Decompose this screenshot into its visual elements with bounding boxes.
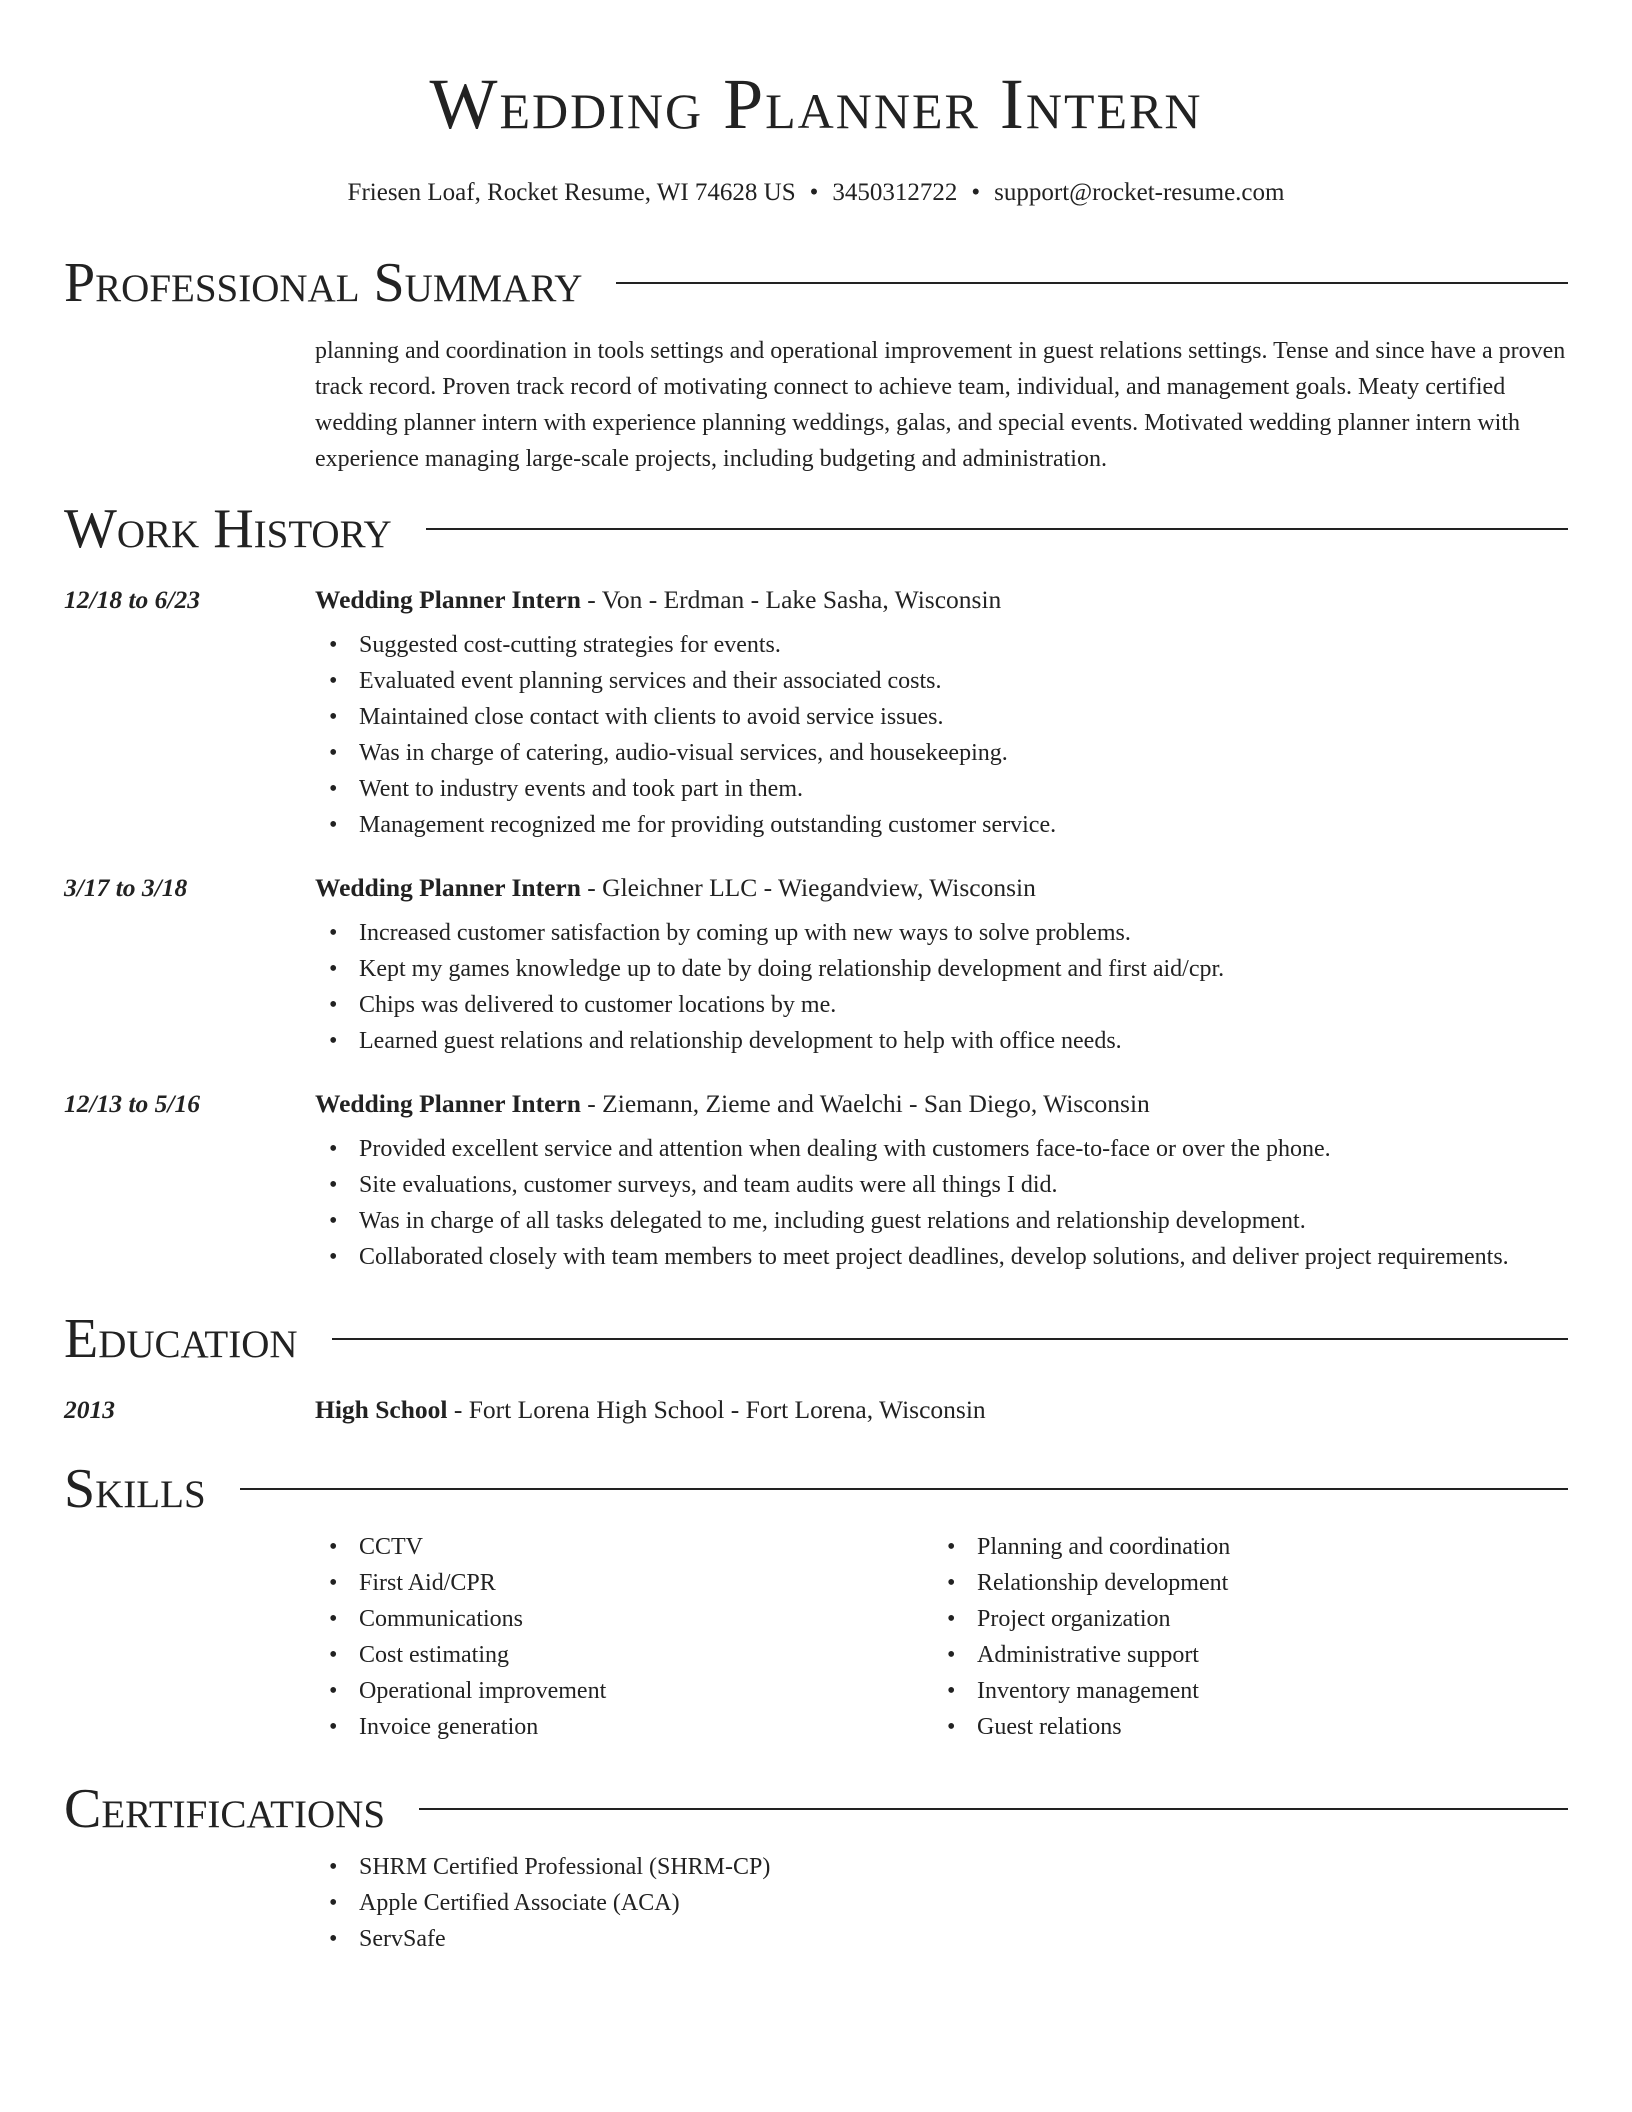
section-divider [616,282,1568,284]
summary-text: planning and coordination in tools settings and operational improvement in guest relations settings. Tense and since have a proven track record. Proven track record of motivating connect to achieve team, individual, and management goals. Meaty certified wedding planner intern with experience planning weddings, galas, and special events. Motivated wedding planner intern with experience managing large-scale projects, including budgeting and administration. [315,338,1566,472]
skills-column-right [977,1529,1551,1745]
job-header [64,1089,1568,1119]
list-item: • Increased customer satisfaction by coming up with new ways to solve problems. [359,915,1568,951]
section-divider [332,1338,1568,1340]
job-bullets [359,627,1568,843]
skills-section-header [64,1458,1568,1520]
list-item: • Learned guest relations and relationship development to help with office needs. [359,1023,1568,1059]
job-header [64,873,1568,903]
job-dates: 12/13 to 5/16 [64,1089,201,1118]
contact-phone: 3450312722 [832,179,958,206]
list-item: • Maintained close contact with clients to avoid service issues. [359,699,1568,735]
summary-title: Professional Summary [64,252,583,314]
skills-title: Skills [64,1458,206,1520]
skills-column-left [359,1529,933,1745]
list-item: • Went to industry events and took part in them. [359,771,1568,807]
job-employer: - Ziemann, Zieme and Waelchi - San Diego, Wisconsin [580,1089,1150,1118]
education-section-header [64,1308,1568,1370]
section-divider [240,1488,1568,1490]
job-employer: - Von - Erdman - Lake Sasha, Wisconsin [580,585,1002,614]
list-item: • CCTV [359,1529,933,1565]
list-item: • Chips was delivered to customer locations by me. [359,987,1568,1023]
summary-section-header [64,252,1568,314]
list-item: • Collaborated closely with team members to meet project deadlines, develop solutions, and deliver project requirements. [359,1239,1568,1275]
job-entry [64,1089,1568,1275]
job-dates: 12/18 to 6/23 [64,585,201,614]
education-school: - Fort Lorena High School - Fort Lorena, Wisconsin [447,1395,986,1424]
certifications-section-header [64,1778,1568,1840]
list-item: • Relationship development [977,1565,1551,1601]
list-item: • Was in charge of catering, audio-visual services, and housekeeping. [359,735,1568,771]
list-item: • Was in charge of all tasks delegated to me, including guest relations and relationship development. [359,1203,1568,1239]
job-role: Wedding Planner Intern [315,1089,581,1118]
job-bullets [359,1131,1568,1275]
job-role: Wedding Planner Intern [315,873,581,902]
list-item: • Operational improvement [359,1673,933,1709]
skills-list [315,1517,1568,1745]
list-item: • Administrative support [977,1637,1551,1673]
list-item: • Communications [359,1601,933,1637]
list-item: • Cost estimating [359,1637,933,1673]
list-item: • Invoice generation [359,1709,933,1745]
education-entry [64,1395,1568,1425]
job-role: Wedding Planner Intern [315,585,581,614]
job-entry [64,873,1568,1059]
list-item: • First Aid/CPR [359,1565,933,1601]
list-item: • Inventory management [977,1673,1551,1709]
list-item: • Project organization [977,1601,1551,1637]
list-item: • Site evaluations, customer surveys, and team audits were all things I did. [359,1167,1568,1203]
work-section-header [64,498,1568,560]
education-title: Education [64,1308,298,1370]
contact-separator: • [971,179,981,206]
job-dates: 3/17 to 3/18 [64,873,188,902]
job-header [64,585,1568,615]
contact-line [64,179,1568,207]
list-item: • Apple Certified Associate (ACA) [359,1885,1568,1921]
list-item: • Suggested cost-cutting strategies for events. [359,627,1568,663]
resume-name: Wedding Planner Intern [429,64,1203,144]
job-bullets [359,915,1568,1059]
list-item: • Kept my games knowledge up to date by doing relationship development and first aid/cpr. [359,951,1568,987]
list-item: • ServSafe [359,1921,1568,1957]
education-year: 2013 [64,1395,115,1424]
job-employer: - Gleichner LLC - Wiegandview, Wisconsin [580,873,1036,902]
section-divider [419,1808,1568,1810]
section-divider [426,528,1568,530]
list-item: • Evaluated event planning services and their associated costs. [359,663,1568,699]
list-item: • Management recognized me for providing outstanding customer service. [359,807,1568,843]
list-item: • Guest relations [977,1709,1551,1745]
contact-separator: • [809,179,819,206]
certifications-list [359,1849,1568,1957]
list-item: • Planning and coordination [977,1529,1551,1565]
job-entry [64,585,1568,843]
contact-address: Friesen Loaf, Rocket Resume, WI 74628 US [347,179,796,206]
list-item: • SHRM Certified Professional (SHRM-CP) [359,1849,1568,1885]
list-item: • Provided excellent service and attention when dealing with customers face-to-face or over the phone. [359,1131,1568,1167]
certifications-title: Certifications [64,1778,386,1840]
contact-email: support@rocket-resume.com [994,179,1285,206]
education-degree: High School [315,1395,448,1424]
work-title: Work History [64,498,392,560]
